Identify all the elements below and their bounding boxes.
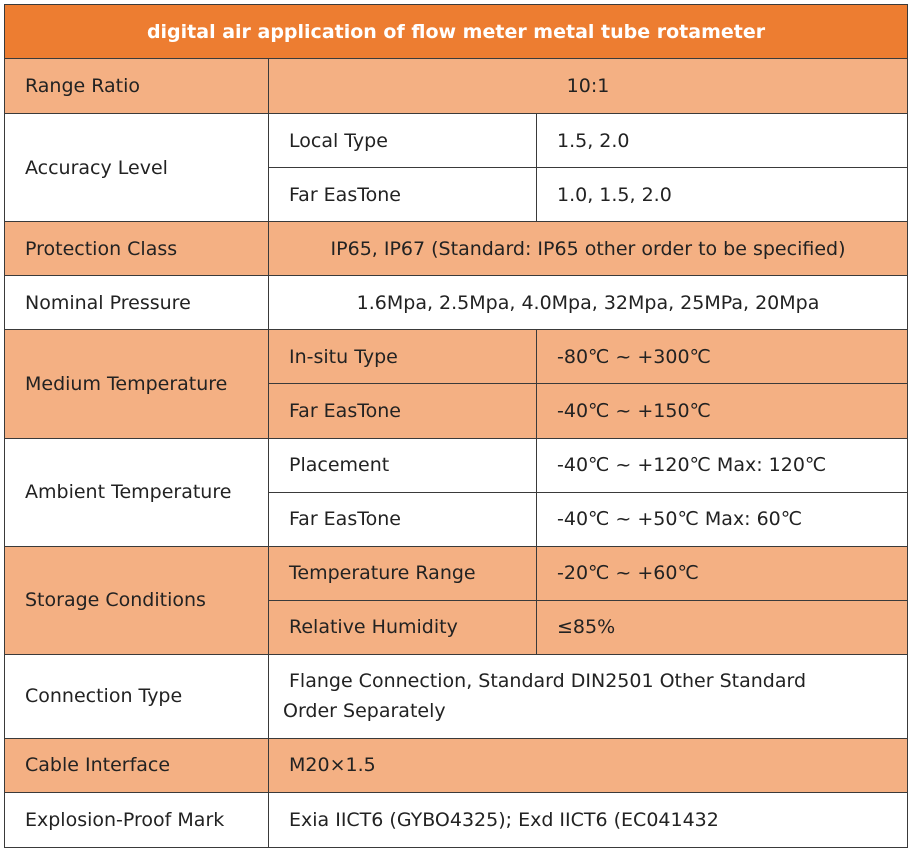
storage-sub-humidity: Relative Humidity: [269, 600, 537, 654]
medium-temp-sub-far: Far EasTone: [269, 384, 537, 438]
table-row: [5, 546, 908, 600]
spec-table: [4, 4, 908, 848]
ambient-temp-value-placement: -40℃ ~ +120℃ Max: 120℃: [537, 438, 908, 492]
row-label-pressure: Nominal Pressure: [5, 276, 269, 330]
range-ratio-value: 10:1: [269, 59, 908, 114]
accuracy-sub-local: Local Type: [269, 114, 537, 168]
accuracy-value-local: 1.5, 2.0: [537, 114, 908, 168]
table-title: digital air application of flow meter metal tube rotameter: [5, 5, 908, 59]
row-label-storage: Storage Conditions: [5, 546, 269, 654]
connection-value-line1: Flange Connection, Standard DIN2501 Other Standard: [289, 670, 807, 693]
row-label-medium-temp: Medium Temperature: [5, 330, 269, 438]
table-row: [5, 114, 908, 168]
medium-temp-value-insitu: -80℃ ~ +300℃: [537, 330, 908, 384]
ambient-temp-sub-far: Far EasTone: [269, 492, 537, 546]
pressure-value: 1.6Mpa, 2.5Mpa, 4.0Mpa, 32Mpa, 25MPa, 20Mpa: [269, 276, 908, 330]
storage-value-humidity: ≤85%: [537, 600, 908, 654]
table-row: [5, 276, 908, 330]
row-label-connection: Connection Type: [5, 654, 269, 738]
explosion-value: Exia IICT6 (GYBO4325); Exd IICT6 (EC041432: [269, 792, 908, 847]
table-row: [5, 330, 908, 384]
table-row: [5, 738, 908, 792]
medium-temp-value-far: -40℃ ~ +150℃: [537, 384, 908, 438]
connection-value-line2: Order Separately: [283, 700, 446, 723]
ambient-temp-value-far: -40℃ ~ +50℃ Max: 60℃: [537, 492, 908, 546]
row-label-range-ratio: Range Ratio: [5, 59, 269, 114]
cable-value: M20×1.5: [269, 738, 908, 792]
row-label-cable: Cable Interface: [5, 738, 269, 792]
table-row: [5, 654, 908, 738]
storage-value-temp-range: -20℃ ~ +60℃: [537, 546, 908, 600]
protection-value: IP65, IP67 (Standard: IP65 other order to be specified): [269, 222, 908, 276]
row-label-protection: Protection Class: [5, 222, 269, 276]
ambient-temp-sub-placement: Placement: [269, 438, 537, 492]
table-row: [5, 222, 908, 276]
accuracy-sub-far: Far EasTone: [269, 168, 537, 222]
table-row: [5, 438, 908, 492]
row-label-explosion: Explosion-Proof Mark: [5, 792, 269, 847]
title-row: [5, 5, 908, 59]
table-row: [5, 59, 908, 114]
row-label-ambient-temp: Ambient Temperature: [5, 438, 269, 546]
accuracy-value-far: 1.0, 1.5, 2.0: [537, 168, 908, 222]
connection-value: [269, 654, 908, 738]
medium-temp-sub-insitu: In-situ Type: [269, 330, 537, 384]
table-row: [5, 792, 908, 847]
storage-sub-temp-range: Temperature Range: [269, 546, 537, 600]
row-label-accuracy: Accuracy Level: [5, 114, 269, 222]
